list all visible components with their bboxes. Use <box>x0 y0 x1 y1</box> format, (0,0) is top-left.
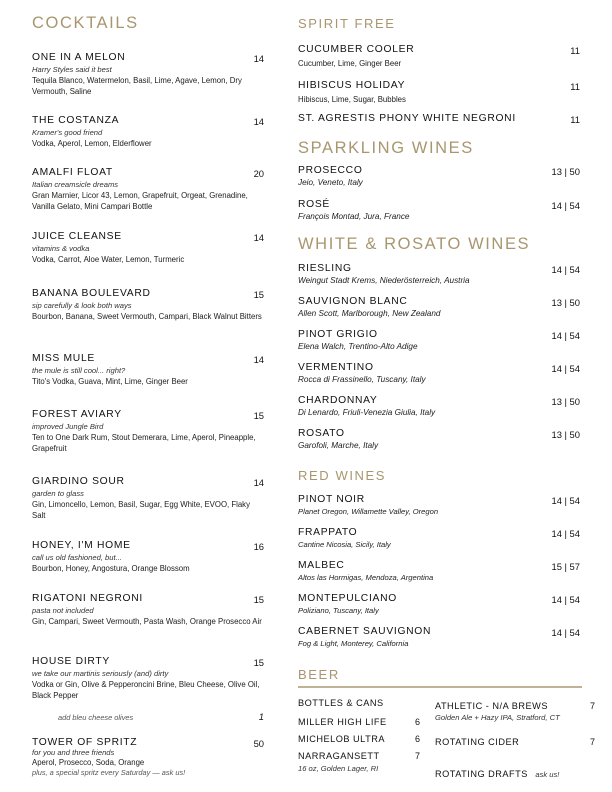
menu-item <box>32 288 264 322</box>
item-note: 16 oz, Golden Lager, RI <box>298 764 379 773</box>
item-name: MICHELOB ULTRA <box>298 734 385 744</box>
red-wines-heading: RED WINES <box>298 468 387 483</box>
item-price: 14 | 54 <box>551 200 580 211</box>
item-region: Di Lenardo, Friuli-Venezia Giulia, Italy <box>298 408 436 417</box>
item-ingredients: Vodka or Gin, Olive & Pepperoncini Brine, Bleu Cheese, Olive Oil, Black Pepper <box>32 680 260 700</box>
item-name: FOREST AVIARY <box>32 409 122 420</box>
item-price: 13 | 50 <box>551 396 580 407</box>
beer-item <box>298 751 420 773</box>
item-price: 16 <box>253 541 264 552</box>
addon-line <box>58 713 264 722</box>
menu-item <box>32 593 264 627</box>
item-region: Elena Walch, Trentino-Alto Adige <box>298 342 418 351</box>
item-desc: vitamins & vodka <box>32 244 90 253</box>
wine-item <box>298 527 580 549</box>
item-region: Weingut Stadt Krems, Niederösterreich, Austria <box>298 276 470 285</box>
menu-item <box>32 737 264 777</box>
item-price: 20 <box>253 168 264 179</box>
wine-item <box>298 362 580 384</box>
menu-item <box>32 656 264 701</box>
item-price: 14 <box>253 354 264 365</box>
wine-item <box>298 296 580 318</box>
menu-item <box>32 476 264 521</box>
item-desc: Harry Styles said it best <box>32 65 112 74</box>
spirit-free-heading: SPIRIT FREE <box>298 16 396 31</box>
item-price: 11 <box>570 114 580 125</box>
item-price: 14 <box>253 116 264 127</box>
item-ingredients: Ten to One Dark Rum, Stout Demerara, Lime, Aperol, Pineapple, Grapefruit <box>32 433 256 453</box>
item-price: 50 <box>253 738 264 749</box>
item-ingredients: Gin, Limoncello, Lemon, Basil, Sugar, Egg White, EVOO, Flaky Salt <box>32 500 250 520</box>
item-price: 14 <box>253 232 264 243</box>
item-desc: Italian creamsicle dreams <box>32 180 119 189</box>
item-note: Golden Ale + Hazy IPA, Stratford, CT <box>435 713 560 722</box>
item-name: ATHLETIC - N/A BREWS <box>435 701 548 711</box>
menu-item <box>32 540 264 574</box>
item-price: 6 <box>414 717 420 727</box>
wine-item <box>298 593 580 615</box>
item-name: FRAPPATO <box>298 527 358 538</box>
item-ingredients: Hibiscus, Lime, Sugar, Bubbles <box>298 95 406 104</box>
item-name: AMALFI FLOAT <box>32 167 113 178</box>
cocktails-heading: COCKTAILS <box>32 14 139 32</box>
bottles-cans-label <box>298 698 384 708</box>
beer-divider <box>298 686 582 688</box>
beer-item <box>298 717 420 727</box>
item-name: GIARDINO SOUR <box>32 476 125 487</box>
item-name: TOWER OF SPRITZ <box>32 737 138 748</box>
item-name: ROTATING DRAFTS <box>435 769 528 779</box>
item-name: PINOT GRIGIO <box>298 329 378 340</box>
item-region: Garofoli, Marche, Italy <box>298 441 379 450</box>
item-region: Altos las Hormigas, Mendoza, Argentina <box>298 573 434 582</box>
wine-item <box>298 199 580 221</box>
item-desc: sip carefully & look both ways <box>32 301 132 310</box>
addon-label: add bleu cheese olives <box>58 713 134 722</box>
item-price: 7 <box>589 701 595 711</box>
item-name: MONTEPULCIANO <box>298 593 397 604</box>
item-desc: for you and three friends <box>32 748 115 757</box>
item-price: 6 <box>414 734 420 744</box>
spritz-note: plus, a special spritz every Saturday — ask us! <box>32 768 186 777</box>
item-price: 15 <box>253 289 264 300</box>
item-name: SAUVIGNON BLANC <box>298 296 408 307</box>
wine-item <box>298 494 580 516</box>
item-name: CHARDONNAY <box>298 395 378 406</box>
item-price: 14 | 54 <box>551 264 580 275</box>
item-name: JUICE CLEANSE <box>32 231 122 242</box>
item-region: Fog & Light, Monterey, California <box>298 639 409 648</box>
item-name: ONE IN A MELON <box>32 52 126 63</box>
item-name: RIGATONI NEGRONI <box>32 593 143 604</box>
sparkling-heading: SPARKLING WINES <box>298 139 474 157</box>
item-region: Cantine Nicosia, Sicily, Italy <box>298 540 391 549</box>
item-name: ROSATO <box>298 428 345 439</box>
item-name: RIESLING <box>298 263 352 274</box>
item-price: 15 <box>253 657 264 668</box>
menu-item <box>32 115 264 149</box>
item-name: ROTATING CIDER <box>435 737 520 747</box>
item-name: ST. AGRESTIS PHONY WHITE NEGRONI <box>298 113 516 124</box>
wine-item <box>298 165 580 187</box>
item-ingredients: Tequila Blanco, Watermelon, Basil, Lime, Agave, Lemon, Dry Vermouth, Saline <box>32 76 242 96</box>
item-region: Allen Scott, Marlborough, New Zealand <box>298 309 441 318</box>
item-name: HOUSE DIRTY <box>32 656 110 667</box>
item-ingredients: Bourbon, Banana, Sweet Vermouth, Campari, Black Walnut Bitters <box>32 312 262 321</box>
item-price: 14 | 54 <box>551 594 580 605</box>
beer-item <box>298 734 420 744</box>
item-price: 14 | 54 <box>551 330 580 341</box>
wine-item <box>298 560 580 582</box>
item-name: PROSECCO <box>298 165 363 176</box>
item-ingredients: Vodka, Aperol, Lemon, Elderflower <box>32 139 152 148</box>
item-price: 15 <box>253 594 264 605</box>
item-region: Poliziano, Tuscany, Italy <box>298 606 379 615</box>
item-desc: pasta not included <box>32 606 94 615</box>
item-note: ask us! <box>535 770 560 779</box>
item-ingredients: Cucumber, Lime, Ginger Beer <box>298 59 402 68</box>
item-region: Planet Oregon, Willamette Valley, Oregon <box>298 507 439 516</box>
item-name: THE COSTANZA <box>32 115 120 126</box>
beer-heading: BEER <box>298 667 340 682</box>
item-name: PINOT NOIR <box>298 494 365 505</box>
item-desc: Kramer's good friend <box>32 128 103 137</box>
bottles-cans-text: BOTTLES & CANS <box>298 698 384 708</box>
menu-item <box>32 409 264 454</box>
item-ingredients: Gin, Campari, Sweet Vermouth, Pasta Wash, Orange Prosecco Air <box>32 617 262 626</box>
menu-item <box>298 44 580 69</box>
item-region: Rocca di Frassinello, Tuscany, Italy <box>298 375 426 384</box>
item-price: 7 <box>414 751 420 761</box>
item-price: 14 | 54 <box>551 495 580 506</box>
item-price: 14 <box>253 477 264 488</box>
wine-item <box>298 329 580 351</box>
item-name: MISS MULE <box>32 353 95 364</box>
item-name: ROSÉ <box>298 199 330 210</box>
item-desc: improved Jungle Bird <box>32 422 104 431</box>
wine-item <box>298 263 580 285</box>
item-name: NARRAGANSETT <box>298 751 380 761</box>
item-region: Jeio, Veneto, Italy <box>298 178 363 187</box>
item-price: 11 <box>570 81 580 92</box>
menu-item <box>298 113 580 124</box>
item-price: 13 | 50 <box>551 297 580 308</box>
item-ingredients: Gran Marnier, Licor 43, Lemon, Grapefruit, Orgeat, Grenadine, Vanilla Gelato, Mini Campari Bottle <box>32 191 248 211</box>
item-name: HIBISCUS HOLIDAY <box>298 80 406 91</box>
item-desc: we take our martinis seriously (and) dirty <box>32 669 169 678</box>
menu-item <box>298 80 580 105</box>
item-name: VERMENTINO <box>298 362 374 373</box>
item-desc: call us old fashioned, but... <box>32 553 122 562</box>
item-price: 13 | 50 <box>551 429 580 440</box>
item-price: 13 | 50 <box>551 166 580 177</box>
menu-item <box>32 231 264 265</box>
item-desc: the mule is still cool... right? <box>32 366 126 375</box>
item-price: 14 | 54 <box>551 363 580 374</box>
item-price: 15 <box>253 410 264 421</box>
beer-item <box>435 737 595 747</box>
item-name: BANANA BOULEVARD <box>32 288 151 299</box>
item-desc: garden to glass <box>32 489 84 498</box>
item-ingredients: Bourbon, Honey, Angostura, Orange Blossom <box>32 564 190 573</box>
wine-item <box>298 395 580 417</box>
menu-item <box>32 52 264 97</box>
item-ingredients: Vodka, Carrot, Aloe Water, Lemon, Turmeric <box>32 255 185 264</box>
menu-item <box>32 167 264 212</box>
beer-item <box>435 764 595 782</box>
white-rosato-heading: WHITE & ROSATO WINES <box>298 235 531 253</box>
item-price: 7 <box>589 737 595 747</box>
item-ingredients: Aperol, Prosecco, Soda, Orange <box>32 758 145 767</box>
beer-item <box>435 701 595 722</box>
item-price: 11 <box>570 45 580 56</box>
item-name: CUCUMBER COOLER <box>298 44 415 55</box>
item-price: 14 | 54 <box>551 528 580 539</box>
item-name: CABERNET SAUVIGNON <box>298 626 432 637</box>
wine-item <box>298 626 580 648</box>
item-name: MILLER HIGH LIFE <box>298 717 387 727</box>
addon-price: 1 <box>258 711 264 722</box>
menu-item <box>32 353 264 387</box>
wine-item <box>298 428 580 450</box>
item-price: 14 | 54 <box>551 627 580 638</box>
item-price: 15 | 57 <box>551 561 580 572</box>
item-ingredients: Tito's Vodka, Guava, Mint, Lime, Ginger Beer <box>32 377 188 386</box>
item-region: François Montad, Jura, France <box>298 212 410 221</box>
item-price: 14 <box>253 53 264 64</box>
item-name: MALBEC <box>298 560 345 571</box>
item-name: HONEY, I'M HOME <box>32 540 131 551</box>
